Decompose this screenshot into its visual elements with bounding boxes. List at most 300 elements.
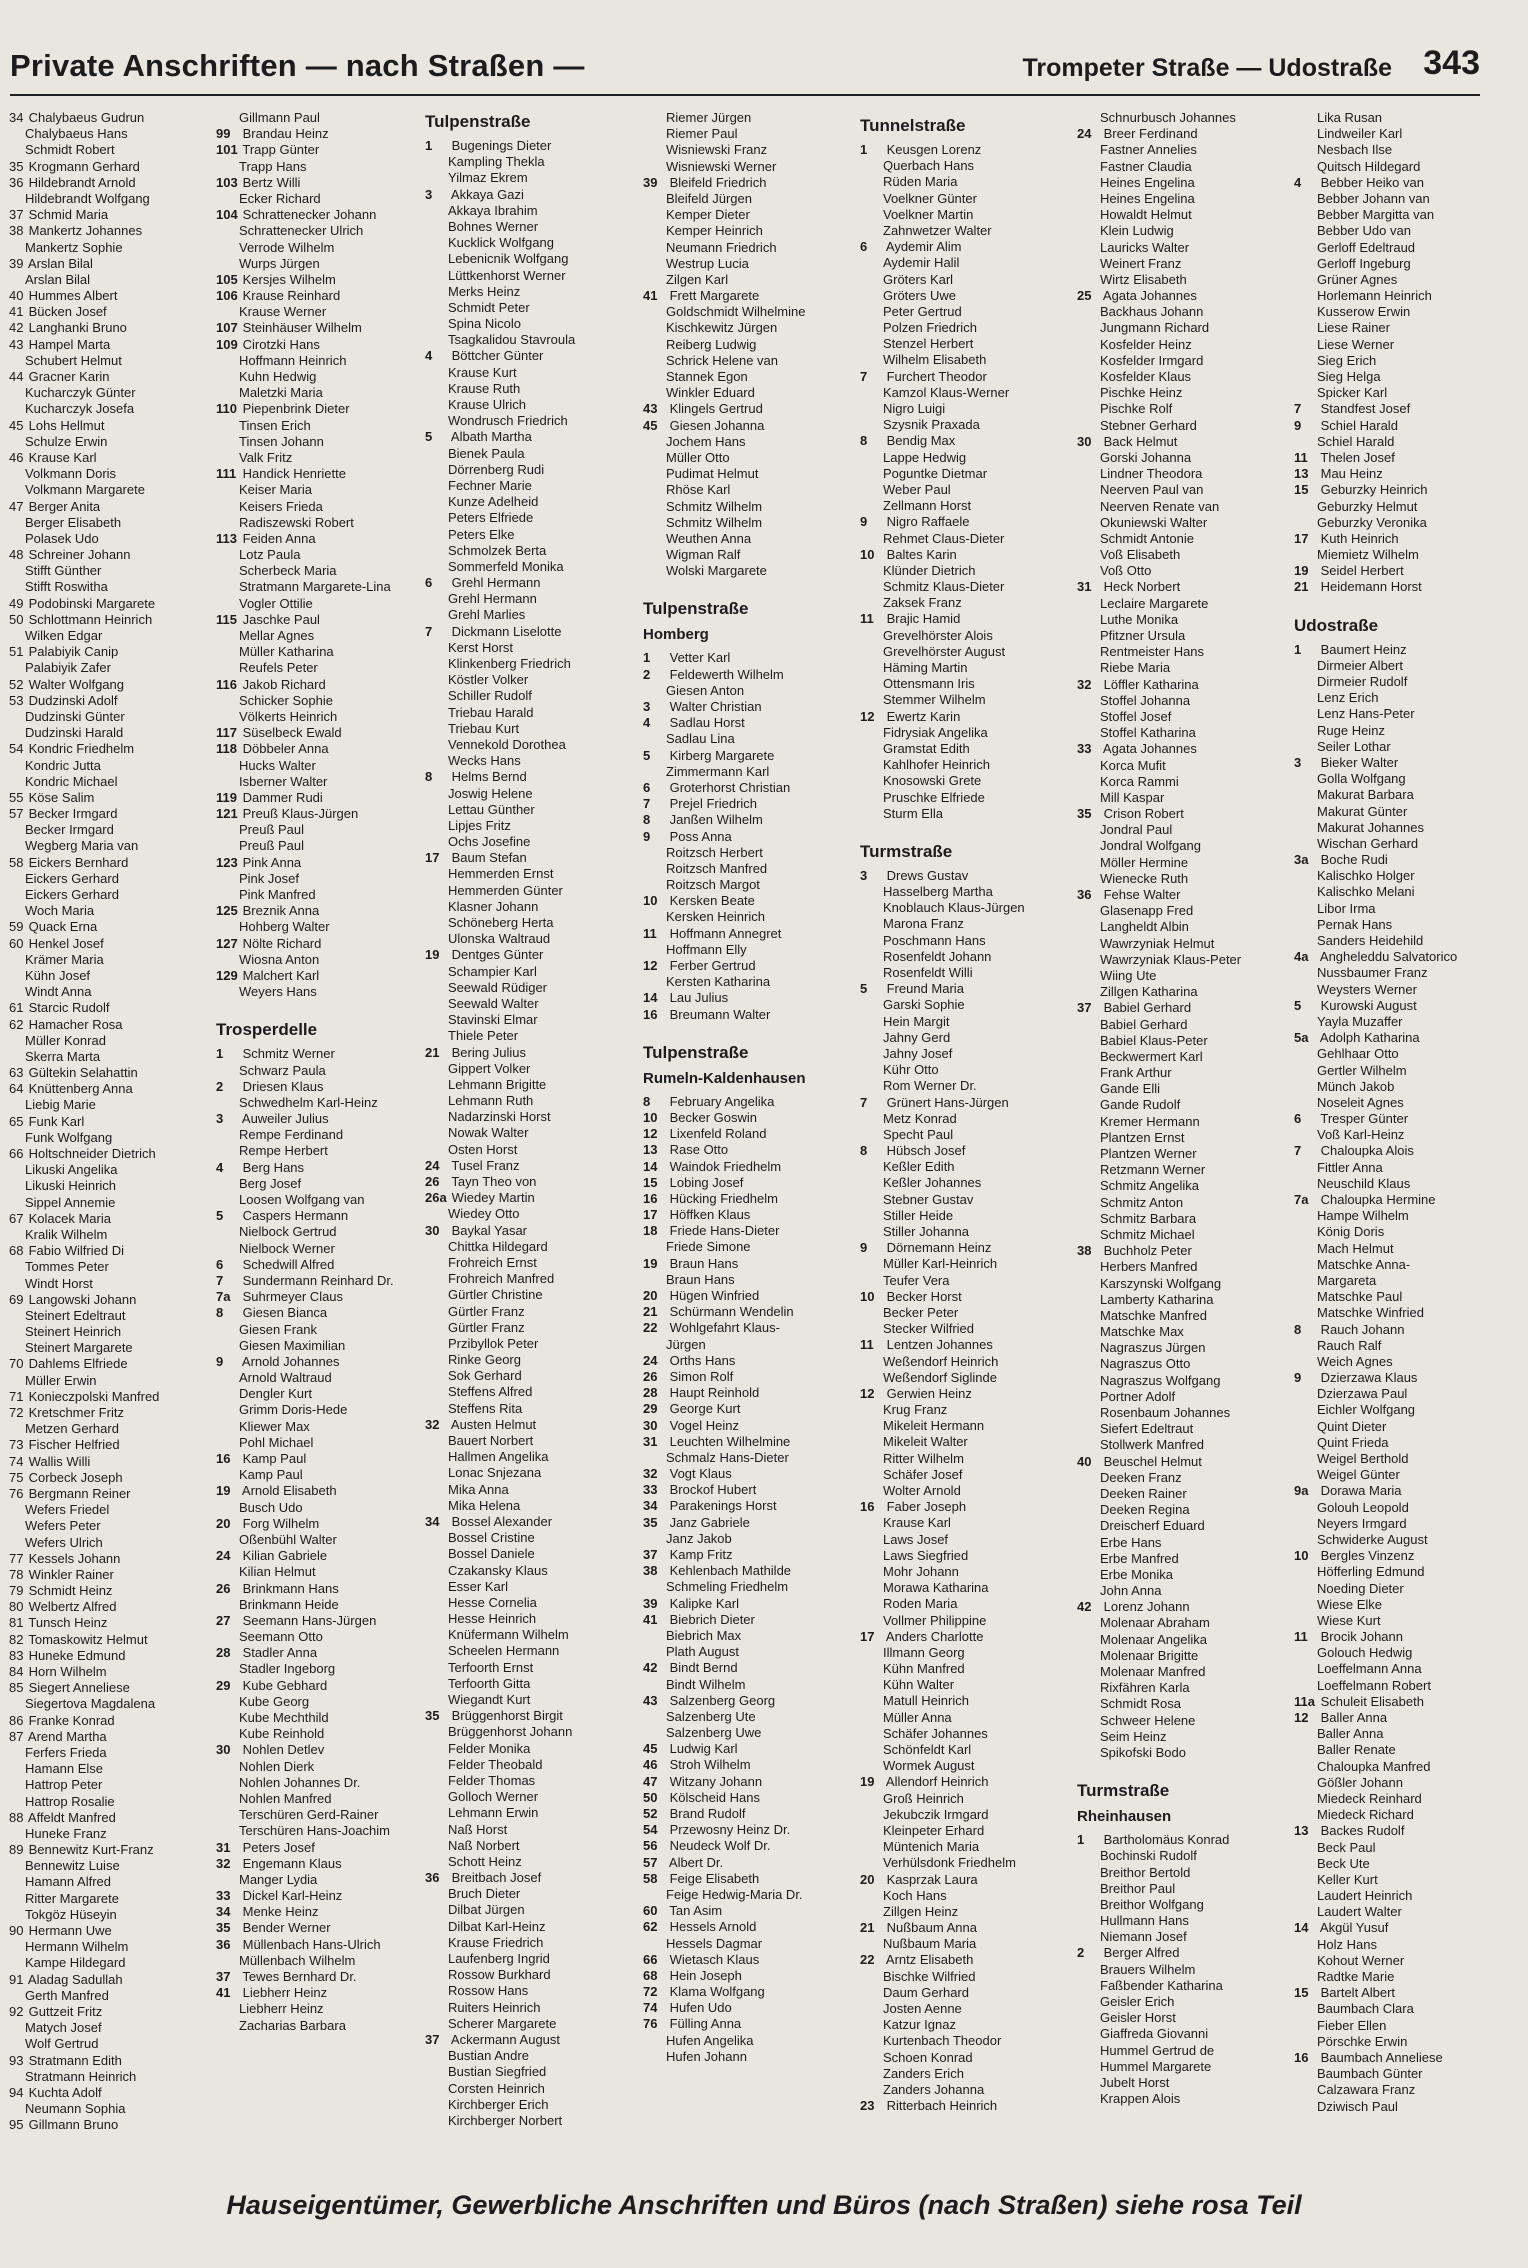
resident-entry: Stollwerk Manfred: [1100, 1437, 1205, 1453]
resident-name: Bender Werner: [239, 1920, 331, 1936]
resident-entry: [643, 418, 857, 434]
house-number: 60: [643, 1903, 658, 1919]
house-number: 4: [216, 1159, 224, 1175]
resident-entry: [425, 1223, 640, 1239]
resident-entry: Klinkenberg Friedrich: [448, 656, 571, 671]
resident-entry: Grevelhörster August: [883, 643, 1006, 659]
house-number: 3: [216, 1111, 224, 1127]
resident-entry: Miedeck Richard: [1317, 1807, 1414, 1823]
resident-entry: Thiele Peter: [448, 1028, 519, 1044]
resident-entry: Wiese Elke: [1317, 1596, 1383, 1612]
resident-entry: Szysnik Praxada: [883, 417, 980, 433]
resident-name: Preuß Klaus-Jürgen: [239, 806, 359, 822]
house-number: 5: [216, 1208, 224, 1224]
house-number: 59: [9, 919, 24, 935]
resident-entry: [9, 919, 212, 935]
resident-entry: Brinkmann Heide: [239, 1596, 339, 1612]
resident-entry: [9, 1470, 212, 1486]
resident-entry: Rosenbaum Johannes: [1100, 1405, 1231, 1420]
house-number: 72: [643, 1984, 658, 2000]
resident-entry: Rempe Ferdinand: [239, 1127, 344, 1143]
resident-entry: Nesbach Ilse: [1317, 142, 1393, 158]
house-number: 42: [1077, 1599, 1092, 1615]
house-number: 105: [216, 271, 238, 287]
resident-name: Vogel Heinz: [666, 1417, 739, 1433]
house-number: 94: [9, 2084, 24, 2100]
resident-entry: Quint Frieda: [1317, 1434, 1389, 1450]
resident-name: Suhrmeyer Claus: [239, 1289, 344, 1305]
house-number: 17: [643, 1207, 658, 1223]
resident-entry: [9, 2085, 212, 2101]
house-number: 74: [9, 1453, 24, 1469]
resident-entry: Akkaya Ibrahim: [448, 202, 538, 218]
resident-entry: [860, 239, 1074, 255]
resident-entry: [9, 223, 212, 239]
resident-entry: Glasenapp Fred: [1100, 903, 1194, 919]
resident-name: Gültekin Selahattin: [25, 1065, 138, 1081]
resident-entry: Neuschild Klaus: [1317, 1175, 1411, 1191]
house-number: 22: [860, 1952, 875, 1968]
resident-entry: Wisniewski Franz: [666, 142, 768, 158]
resident-entry: Korca Rammi: [1100, 773, 1179, 789]
house-number: 89: [9, 1842, 24, 1858]
resident-entry: Schrick Helene van: [666, 352, 778, 368]
resident-entry: [216, 288, 421, 304]
resident-entry: Spina Nicolo: [448, 316, 521, 332]
resident-name: Orths Hans: [666, 1352, 736, 1368]
resident-entry: Schäfer Josef: [883, 1466, 963, 1482]
resident-entry: Geisler Horst: [1100, 2010, 1176, 2026]
resident-entry: Krappen Alois: [1100, 2091, 1181, 2107]
resident-entry: [643, 1563, 857, 1579]
house-number: 37: [216, 1969, 231, 1984]
house-number: 35: [425, 1708, 440, 1724]
resident-name: Nußbaum Anna: [883, 1920, 977, 1936]
resident-name: Frett Margarete: [666, 288, 760, 304]
spacer: [1077, 1761, 1291, 1775]
house-number: 16: [860, 1499, 875, 1515]
resident-entry: [860, 1920, 1074, 1936]
resident-name: Nohlen Detlev: [239, 1742, 325, 1758]
resident-entry: Hermann Wilhelm: [25, 1939, 129, 1955]
resident-entry: [9, 1114, 212, 1130]
house-number: 88: [9, 1809, 24, 1825]
resident-entry: Miemietz Wilhelm: [1317, 547, 1419, 563]
house-number: 1: [643, 650, 651, 666]
house-number: 38: [643, 1563, 658, 1579]
resident-entry: Kamzol Klaus-Werner: [883, 384, 1010, 400]
resident-entry: [216, 1678, 421, 1694]
house-number: 70: [9, 1356, 24, 1372]
resident-entry: Polasek Udo: [25, 530, 99, 546]
resident-entry: Krug Franz: [883, 1402, 948, 1418]
resident-entry: Chittka Hildegard: [448, 1238, 548, 1254]
resident-entry: Triebau Harald: [448, 704, 534, 720]
resident-entry: Mankertz Sophie: [25, 239, 123, 255]
house-number: 38: [1077, 1243, 1092, 1259]
house-number: 7: [425, 623, 433, 639]
house-number: 71: [9, 1388, 24, 1404]
resident-entry: [643, 1903, 857, 1919]
resident-name: Kretschmer Fritz: [25, 1405, 124, 1420]
resident-name: Schedwill Alfred: [239, 1256, 335, 1272]
resident-entry: Breithor Paul: [1100, 1880, 1176, 1896]
resident-entry: Stadler Ingeborg: [239, 1661, 336, 1677]
resident-entry: Hesse Cornelia: [448, 1594, 537, 1610]
resident-entry: Hemmerden Ernst: [448, 866, 554, 882]
resident-entry: [216, 466, 421, 482]
resident-name: Vogt Klaus: [666, 1466, 732, 1482]
resident-entry: [9, 547, 212, 563]
resident-entry: Stoffel Josef: [1100, 708, 1172, 724]
resident-entry: Keller Kurt: [1317, 1871, 1378, 1887]
resident-entry: Riemer Paul: [666, 126, 738, 142]
resident-name: Caspers Hermann: [239, 1208, 349, 1224]
resident-entry: John Anna: [1100, 1583, 1162, 1599]
page-number: 343: [1423, 44, 1480, 82]
resident-entry: [643, 175, 857, 191]
resident-entry: [860, 1952, 1074, 1968]
resident-entry: Wilhelm Elisabeth: [883, 352, 987, 368]
resident-entry: Krause Werner: [239, 304, 327, 320]
resident-entry: Kucklick Wolfgang: [448, 235, 554, 251]
spacer: [860, 822, 1074, 836]
resident-name: Rase Otto: [666, 1142, 729, 1158]
resident-name: Ackermann August: [448, 2031, 561, 2047]
resident-entry: Isberner Walter: [239, 773, 328, 789]
house-number: 49: [9, 595, 24, 611]
resident-entry: Lindner Theodora: [1100, 466, 1203, 482]
resident-name: Bergmann Reiner: [25, 1485, 131, 1501]
resident-name: Kalipke Karl: [666, 1595, 739, 1611]
resident-name: Tewes Bernhard Dr.: [239, 1969, 357, 1984]
resident-entry: Dirmeier Rudolf: [1317, 674, 1408, 689]
house-number: 66: [9, 1146, 24, 1161]
house-number: 36: [9, 174, 24, 190]
resident-entry: Klasner Johann: [448, 898, 539, 914]
resident-name: Schrattenecker Johann: [239, 207, 377, 223]
resident-name: Tresper Günter: [1317, 1111, 1409, 1127]
resident-entry: Schmidt Peter: [448, 299, 530, 315]
house-number: 113: [216, 530, 237, 546]
resident-name: Sundermann Reinhard Dr.: [239, 1272, 394, 1288]
resident-entry: [1077, 1832, 1291, 1848]
resident-entry: Krause Ulrich: [448, 397, 527, 412]
resident-entry: Kischkewitz Jürgen: [666, 320, 778, 336]
resident-entry: [643, 1515, 857, 1531]
resident-entry: Deeken Franz: [1100, 1469, 1182, 1485]
resident-entry: Brauers Wilhelm: [1100, 1961, 1196, 1977]
house-number: 18: [643, 1223, 658, 1239]
resident-entry: Pink Manfred: [239, 887, 316, 902]
house-number: 41: [9, 304, 24, 320]
resident-entry: Laws Josef: [883, 1531, 949, 1547]
resident-entry: Breithor Bertold: [1100, 1864, 1191, 1880]
resident-entry: Nielbock Werner: [239, 1240, 335, 1256]
resident-entry: [1294, 1322, 1515, 1338]
resident-entry: Garski Sophie: [883, 997, 965, 1013]
resident-entry: Ecker Richard: [239, 190, 321, 206]
resident-entry: [9, 2053, 212, 2069]
resident-entry: [643, 1142, 857, 1158]
resident-entry: Rom Werner Dr.: [883, 1078, 977, 1094]
resident-entry: [425, 1870, 640, 1886]
resident-entry: Seemann Otto: [239, 1629, 323, 1645]
resident-name: Babiel Gerhard: [1100, 1000, 1192, 1016]
resident-entry: Triebau Kurt: [448, 720, 520, 736]
resident-entry: Grimm Doris-Hede: [239, 1402, 348, 1418]
resident-name: Menke Heinz: [239, 1904, 319, 1920]
resident-name: Kolacek Maria: [25, 1210, 111, 1226]
resident-entry: Nohlen Manfred: [239, 1790, 332, 1806]
resident-entry: Tokgöz Hüseyin: [25, 1906, 117, 1922]
house-number: 6: [1294, 1111, 1302, 1127]
resident-name: Konieczpolski Manfred: [25, 1388, 160, 1404]
resident-entry: Kosfelder Irmgard: [1100, 352, 1204, 368]
resident-entry: Huneke Franz: [25, 1825, 107, 1841]
resident-entry: Pischke Heinz: [1100, 385, 1183, 401]
resident-entry: Giesen Frank: [239, 1321, 318, 1337]
resident-entry: Rehmet Claus-Dieter: [883, 530, 1005, 546]
resident-name: Trapp Günter: [239, 142, 320, 158]
resident-entry: Roitzsch Manfred: [666, 860, 768, 876]
resident-name: Dahlems Elfriede: [25, 1356, 128, 1372]
resident-entry: Gehlhaar Otto: [1317, 1046, 1399, 1062]
resident-entry: Dudzinski Harald: [25, 725, 124, 741]
resident-entry: Hufen Johann: [666, 2048, 747, 2064]
house-number: 37: [643, 1547, 658, 1562]
house-number: 58: [9, 854, 24, 870]
resident-entry: Fastner Annelies: [1100, 142, 1197, 158]
resident-entry: [643, 1191, 857, 1207]
resident-entry: [643, 1320, 857, 1336]
resident-name: Witzany Johann: [666, 1773, 763, 1789]
resident-entry: Hemmerden Günter: [448, 882, 563, 898]
resident-entry: Weigel Berthold: [1317, 1451, 1409, 1466]
house-number: 12: [643, 1126, 658, 1142]
resident-entry: Matull Heinrich: [883, 1693, 969, 1709]
house-number: 31: [643, 1433, 658, 1449]
resident-entry: Hessels Dagmar: [666, 1935, 763, 1951]
resident-name: Baller Anna: [1317, 1710, 1388, 1725]
house-number: 62: [9, 1016, 24, 1032]
resident-entry: Fittler Anna: [1317, 1159, 1383, 1175]
resident-entry: Seiler Lothar: [1317, 738, 1391, 754]
resident-entry: Mika Helena: [448, 1497, 521, 1513]
house-number: 19: [643, 1255, 658, 1271]
resident-entry: [860, 1143, 1074, 1159]
resident-entry: [425, 624, 640, 640]
resident-entry: [1077, 1599, 1291, 1615]
resident-entry: Hamann Alfred: [25, 1874, 111, 1890]
resident-name: Wohlgefahrt Klaus-: [666, 1320, 780, 1336]
house-number: 16: [1294, 2049, 1309, 2065]
resident-entry: Fechner Marie: [448, 477, 532, 493]
resident-name: Bennewitz Kurt-Franz: [25, 1842, 154, 1858]
resident-entry: Naß Horst: [448, 1821, 508, 1837]
resident-entry: Müller Otto: [666, 449, 730, 465]
resident-entry: [216, 741, 421, 757]
resident-entry: Wefers Ulrich: [25, 1534, 103, 1550]
resident-entry: [9, 175, 212, 191]
resident-entry: Rauch Ralf: [1317, 1337, 1382, 1353]
resident-entry: Schubert Helmut: [25, 352, 122, 368]
house-number: 32: [1077, 676, 1092, 692]
house-number: 53: [9, 692, 24, 708]
house-number: 34: [9, 110, 24, 125]
resident-entry: [425, 1514, 640, 1530]
house-number: 50: [643, 1789, 658, 1805]
resident-name: Bugenings Dieter: [448, 138, 552, 153]
resident-entry: [1294, 1143, 1515, 1159]
resident-entry: Oßenbühl Walter: [239, 1531, 337, 1547]
resident-entry: Palabiyik Zafer: [25, 660, 111, 676]
resident-entry: [643, 2016, 857, 2032]
resident-entry: Lehmann Erwin: [448, 1805, 539, 1821]
resident-entry: Howaldt Helmut: [1100, 207, 1192, 223]
resident-entry: Jahny Josef: [883, 1045, 953, 1061]
resident-entry: Matschke Anna-: [1317, 1256, 1411, 1272]
house-number: 33: [643, 1482, 658, 1498]
resident-entry: [216, 1888, 421, 1904]
resident-entry: [216, 855, 421, 871]
resident-entry: Mika Anna: [448, 1481, 509, 1497]
resident-entry: Gande Elli: [1100, 1081, 1160, 1097]
resident-entry: Stifft Günther: [25, 563, 102, 579]
resident-entry: Loeffelmann Anna: [1317, 1661, 1422, 1677]
resident-entry: [1294, 401, 1515, 417]
resident-entry: Rosenfeldt Johann: [883, 948, 992, 964]
house-number: 14: [643, 990, 658, 1006]
house-number: 104: [216, 207, 238, 223]
resident-entry: [9, 207, 212, 223]
resident-name: Furchert Theodor: [883, 368, 987, 384]
resident-entry: Bossel Cristine: [448, 1530, 535, 1546]
resident-name: Höffken Klaus: [666, 1207, 751, 1223]
house-number: 3a: [1294, 852, 1309, 868]
resident-name: Driesen Klaus: [239, 1078, 324, 1094]
resident-entry: Neumann Friedrich: [666, 239, 777, 255]
resident-name: Seemann Hans-Jürgen: [239, 1612, 377, 1628]
house-number: 4: [425, 348, 433, 364]
resident-entry: Tinsen Johann: [239, 433, 324, 449]
resident-name: Lohs Hellmut: [25, 417, 105, 433]
resident-entry: Wiese Kurt: [1317, 1612, 1381, 1628]
resident-name: Brajic Hamid: [883, 611, 961, 627]
resident-entry: Schmalz Hans-Dieter: [666, 1449, 789, 1465]
house-number: 8: [425, 769, 433, 785]
resident-entry: Gande Rudolf: [1100, 1097, 1181, 1113]
spacer: [1294, 596, 1515, 610]
resident-entry: Nielbock Gertrud: [239, 1224, 337, 1240]
resident-entry: [9, 450, 212, 466]
house-number: 60: [9, 935, 24, 951]
resident-name: Hügen Winfried: [666, 1288, 760, 1303]
resident-entry: [860, 514, 1074, 530]
resident-entry: Wirtz Elisabeth: [1100, 271, 1187, 287]
resident-entry: [1077, 1945, 1291, 1961]
resident-name: Engemann Klaus: [239, 1855, 342, 1871]
resident-entry: Volkmann Margarete: [25, 482, 145, 498]
resident-name: Schuleit Elisabeth: [1317, 1693, 1424, 1709]
resident-entry: [643, 1007, 857, 1023]
house-number: 12: [643, 958, 658, 973]
resident-name: Holtschneider Dietrich: [25, 1146, 156, 1161]
resident-entry: Schmitz Barbara: [1100, 1210, 1197, 1226]
resident-entry: Laws Siegfried: [883, 1547, 969, 1563]
resident-entry: Frohreich Manfred: [448, 1271, 555, 1287]
resident-entry: Wormek August: [883, 1758, 975, 1774]
resident-name: Feldewerth Wilhelm: [666, 666, 784, 682]
resident-entry: Pischke Rolf: [1100, 401, 1173, 417]
resident-name: Eickers Bernhard: [25, 854, 129, 870]
resident-entry: [9, 1810, 212, 1826]
resident-entry: Lenz Erich: [1317, 690, 1379, 706]
resident-entry: Golloch Werner: [448, 1789, 539, 1805]
resident-entry: Hullmann Hans: [1100, 1913, 1189, 1929]
street-heading: Tulpenstraße: [643, 599, 749, 619]
resident-entry: Lettau Günther: [448, 801, 535, 817]
resident-entry: Woch Maria: [25, 903, 95, 919]
resident-entry: Molenaar Brigitte: [1100, 1647, 1199, 1663]
resident-entry: [643, 780, 857, 796]
resident-name: Feiden Anna: [239, 530, 316, 546]
house-number: 7: [643, 796, 651, 812]
resident-entry: Leclaire Margarete: [1100, 595, 1209, 611]
resident-entry: Ritter Wilhelm: [883, 1450, 964, 1466]
resident-entry: Weysters Werner: [1317, 981, 1417, 997]
resident-entry: [1077, 806, 1291, 822]
resident-entry: Sieg Erich: [1317, 352, 1377, 368]
resident-entry: [9, 1632, 212, 1648]
resident-entry: Pruschke Elfriede: [883, 789, 985, 805]
resident-entry: Schnurbusch Johannes: [1100, 110, 1236, 125]
resident-name: Mankertz Johannes: [25, 223, 143, 239]
house-number: 7: [860, 1094, 868, 1110]
resident-entry: Liese Rainer: [1317, 320, 1390, 336]
resident-entry: Merks Heinz: [448, 283, 521, 299]
resident-entry: [9, 1211, 212, 1227]
resident-entry: Schmitz Michael: [1100, 1226, 1195, 1242]
house-number: 34: [425, 1513, 440, 1529]
resident-entry: Beckwermert Karl: [1100, 1048, 1203, 1064]
resident-entry: Heines Engelina: [1100, 190, 1195, 206]
house-number: 84: [9, 1664, 24, 1679]
resident-name: Baykal Yasar: [448, 1222, 528, 1238]
resident-name: Podobinski Margarete: [25, 595, 156, 611]
resident-entry: Höfferling Edmund: [1317, 1564, 1425, 1580]
resident-entry: [643, 715, 857, 731]
resident-name: Baumert Heinz: [1317, 641, 1407, 657]
resident-name: Kurowski August: [1317, 997, 1417, 1013]
resident-name: Liebherr Heinz: [239, 1985, 328, 2001]
resident-name: Bücken Josef: [25, 304, 107, 320]
house-number: 42: [643, 1660, 658, 1676]
resident-entry: [216, 272, 421, 288]
resident-name: Fischer Helfried: [25, 1437, 120, 1453]
resident-entry: [643, 829, 857, 845]
resident-name: Kamp Paul: [239, 1451, 307, 1466]
spacer: [216, 1000, 421, 1014]
resident-entry: [643, 1385, 857, 1401]
resident-entry: Grüner Agnes: [1317, 271, 1398, 287]
house-number: 58: [643, 1870, 658, 1886]
resident-name: Arntz Elisabeth: [883, 1952, 974, 1968]
resident-entry: Plath August: [666, 1644, 739, 1660]
house-number: 85: [9, 1680, 24, 1696]
resident-entry: Wurps Jürgen: [239, 255, 320, 271]
resident-entry: Kirchberger Norbert: [448, 2112, 563, 2128]
